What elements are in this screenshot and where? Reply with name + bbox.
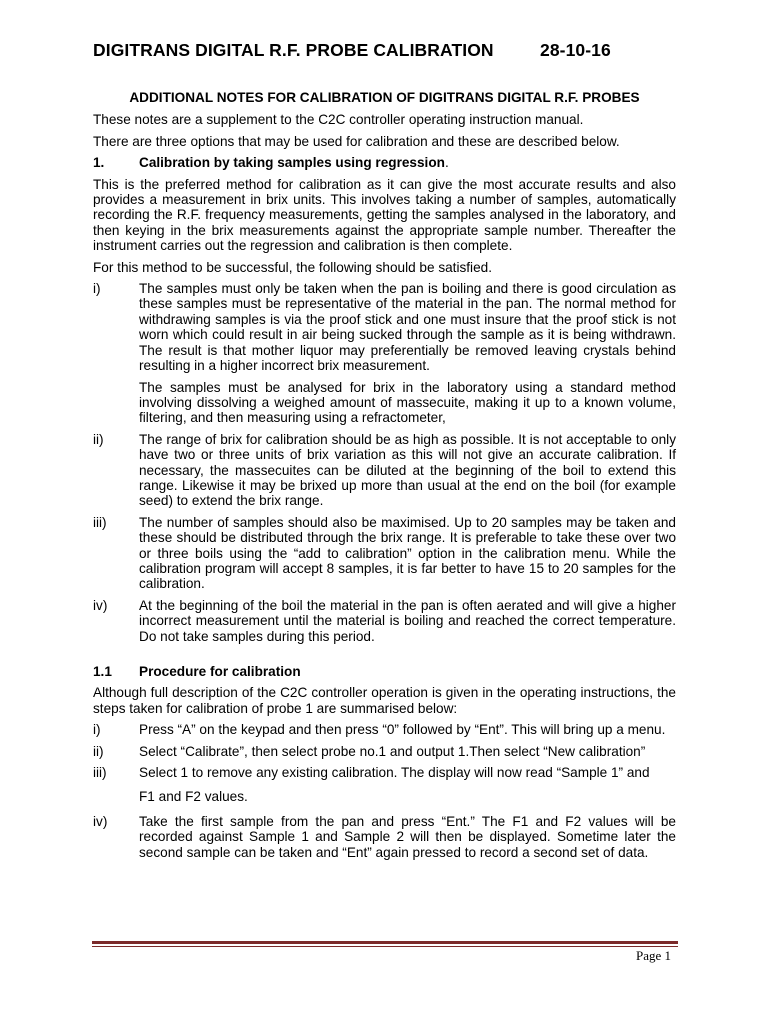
list-item-text: The samples must only be taken when the pan is boiling and there is good circulation as these samples must be representative of the material in the pan. The normal method for withdrawing samples is via the proof stick and one must insure that the proof stick is not worn which could result in air being sucked through the sample as it is being withdrawn. The result is that mother liquor may preferentially be removed leaving crystals behind resulting in a higher incorrect brix measurement. [139, 281, 676, 374]
procedure-step-text: Select “Calibrate”, then select probe no.1 and output 1.Then select “New calibration” [139, 743, 646, 759]
page-number: Page 1 [636, 948, 672, 963]
procedure-step [93, 744, 676, 759]
procedure-step-label: i) [93, 722, 101, 738]
list-item-label: iv) [93, 597, 108, 613]
section-1-title-wrap [139, 155, 449, 170]
section-1-1-paragraph: Although full description of the C2C controller operation is given in the operating instructions, the steps taken for calibration of probe 1 are summarised below: [93, 685, 676, 716]
procedure-step-text: Press “A” on the keypad and then press “0” followed by “Ent”. This will bring up a menu. [139, 722, 666, 738]
section-1-heading [93, 155, 676, 170]
list-item [93, 432, 676, 509]
procedure-step [93, 722, 676, 737]
procedure-step-label: ii) [93, 743, 104, 759]
section-1-number: 1. [93, 155, 105, 171]
intro-paragraph-1: These notes are a supplement to the C2C controller operating instruction manual. [93, 112, 584, 128]
list-item [93, 598, 676, 644]
list-item-label: ii) [93, 431, 104, 447]
intro-paragraph-2: There are three options that may be used for calibration and these are described below. [93, 133, 620, 149]
list-item-extra: The samples must be analysed for brix in the laboratory using a standard method involving dissolving a weighed amount of massecuite, making it up to a known volume, filtering, and then measuring using a refractometer, [139, 379, 676, 426]
section-1-title-suffix: . [444, 155, 449, 171]
procedure-step-continuation: F1 and F2 values. [139, 789, 248, 805]
section-1-1-number: 1.1 [93, 664, 112, 679]
document-body [93, 90, 676, 866]
procedure-step-label: iv) [93, 813, 108, 829]
list-item-text: The range of brix for calibration should be as high as possible. It is not acceptable to only have two or three units of brix variation as this will not give an accurate calibration. If necessary, the massecuites can be diluted at the beginning of the boil to extend this range. Likewise it may be brixed up more than usual at the end on the boil (for example seed) to extend the brix range. [139, 431, 676, 509]
procedure-step [93, 814, 676, 860]
procedure-step [93, 765, 676, 780]
section-1-lead-in: For this method to be successful, the following should be satisfied. [93, 259, 492, 275]
footer-rule-thin [92, 946, 678, 947]
document-title: DIGITRANS DIGITAL R.F. PROBE CALIBRATION [93, 40, 494, 60]
subtitle: ADDITIONAL NOTES FOR CALIBRATION OF DIGITRANS DIGITAL R.F. PROBES [129, 90, 640, 105]
procedure-step-text: Select 1 to remove any existing calibration. The display will now read “Sample 1” and [139, 765, 650, 781]
document-header [93, 40, 611, 61]
section-1-1-heading [93, 664, 676, 679]
list-item-text: The number of samples should also be maximised. Up to 20 samples may be taken and these should be distributed through the brix range. It is preferable to take these over two or three boils using the “add to calibration” option in the calibration menu. While the calibration program will accept 8 samples, it is far better to have 15 to 20 samples for the calibration. [139, 514, 676, 592]
section-spacer [93, 650, 676, 664]
list-item [93, 515, 676, 592]
list-item-label: iii) [93, 514, 107, 530]
section-1-title: Calibration by taking samples using regression [139, 155, 445, 171]
footer-rule-thick [92, 941, 678, 944]
list-item [93, 281, 676, 373]
document-date: 28-10-16 [540, 40, 611, 60]
list-item-label: i) [93, 281, 101, 297]
section-1-paragraph: This is the preferred method for calibration as it can give the most accurate results and also provides a measurement in brix units. This involves taking a number of samples, automatically recording the R.F. frequency measurements, getting the samples analysed in the laboratory, and then keying in the brix measurements against the appropriate sample number. Thereafter the instrument carries out the regression and calibration is then complete. [93, 176, 676, 254]
procedure-step-text: Take the first sample from the pan and press “Ent.” The F1 and F2 values will be recorded against Sample 1 and Sample 2 will then be displayed. Sometime later the second sample can be taken and “Ent” again pressed to record a second set of data. [139, 813, 676, 860]
list-item-text: At the beginning of the boil the material in the pan is often aerated and will give a higher incorrect measurement until the material is boiling and reached the correct temperature. Do not take samples during this period. [139, 597, 676, 644]
procedure-step-label: iii) [93, 765, 107, 781]
section-1-1-title: Procedure for calibration [139, 664, 301, 679]
